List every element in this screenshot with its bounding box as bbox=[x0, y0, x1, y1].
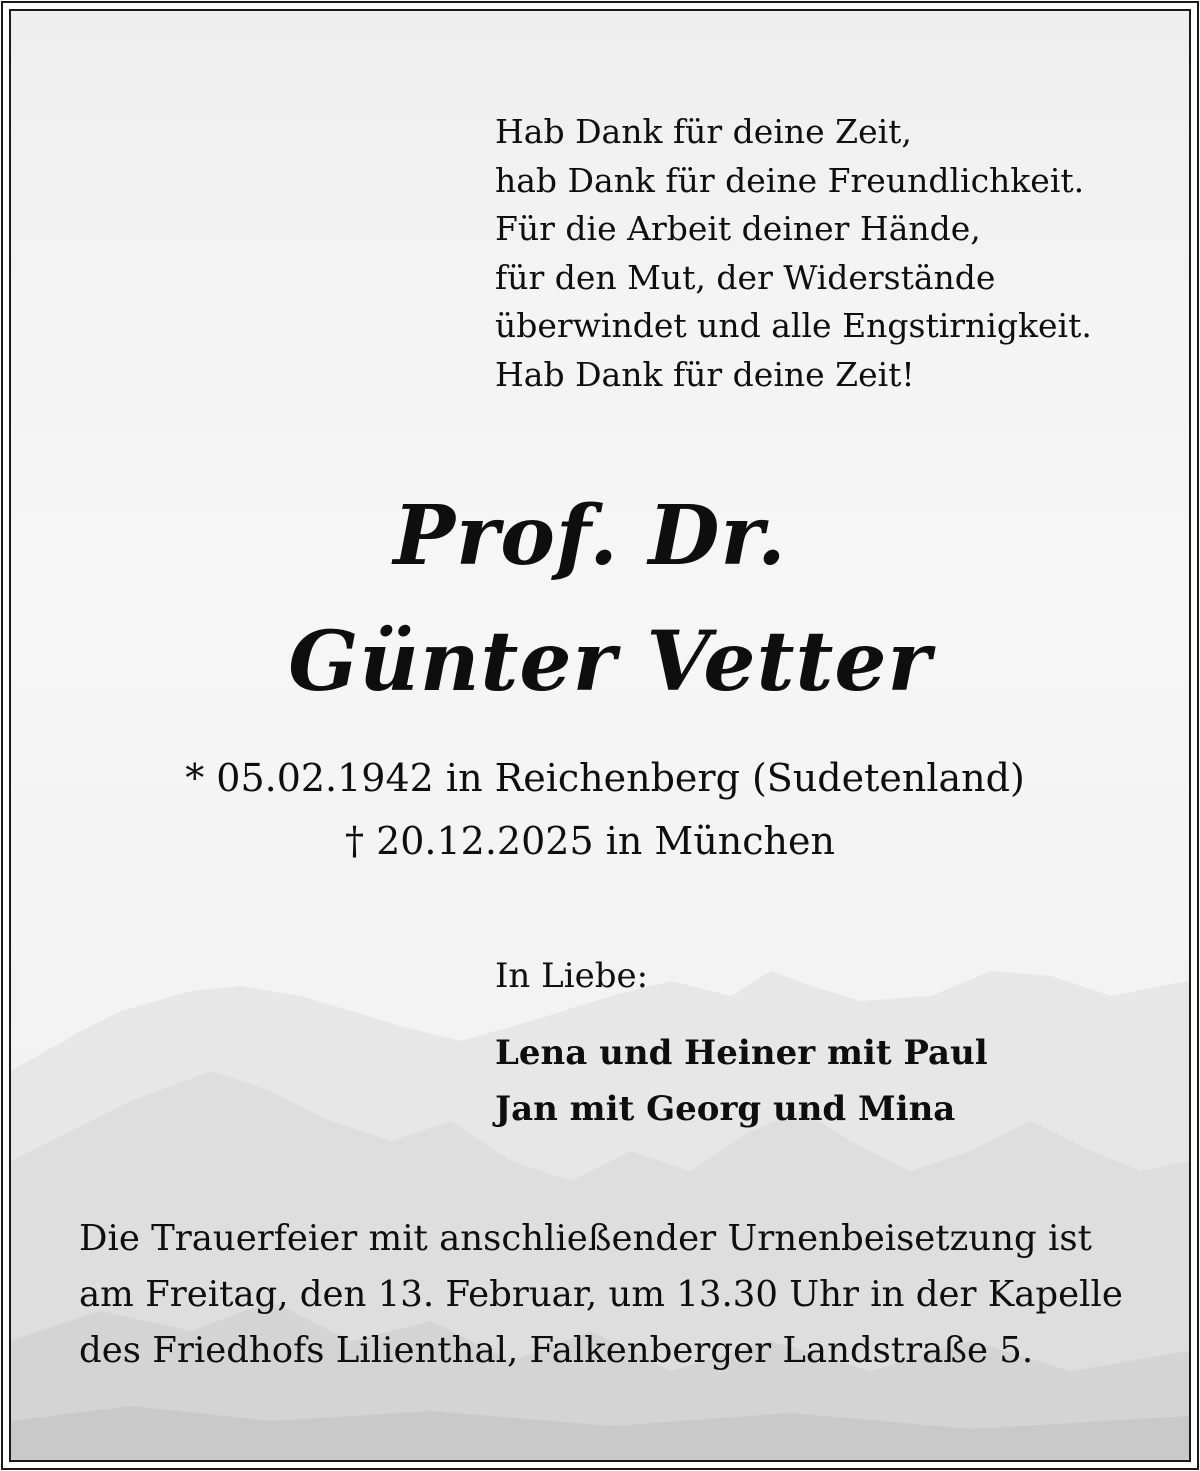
mourners-intro: In Liebe: bbox=[495, 956, 649, 996]
death-date: † 20.12.2025 in München bbox=[344, 819, 835, 863]
poem-line: für den Mut, der Widerstände bbox=[495, 257, 996, 297]
mourner-name: Lena und Heiner mit Paul bbox=[495, 1033, 988, 1073]
poem-line: Hab Dank für deine Zeit, bbox=[495, 112, 912, 151]
deceased-name: Günter Vetter bbox=[288, 614, 932, 710]
funeral-notice-line: des Friedhofs Lilienthal, Falkenberger Landstraße 5. bbox=[79, 1330, 1034, 1371]
mourner-name: Jan mit Georg und Mina bbox=[495, 1089, 956, 1129]
poem-line: Hab Dank für deine Zeit! bbox=[495, 354, 915, 394]
funeral-notice-line: Die Trauerfeier mit anschließender Urnenbeisetzung ist bbox=[79, 1218, 1092, 1259]
funeral-notice bbox=[79, 1211, 1169, 1379]
poem-line: Für die Arbeit deiner Hände, bbox=[495, 209, 981, 248]
inner-border bbox=[9, 9, 1191, 1462]
deceased-title: Prof. Dr. bbox=[393, 488, 787, 584]
poem bbox=[495, 108, 1092, 399]
birth-date: * 05.02.1942 in Reichenberg (Sudetenland) bbox=[185, 756, 1025, 800]
mourners-list bbox=[495, 1025, 988, 1137]
poem-line: überwindet und alle Engstirnigkeit. bbox=[495, 306, 1092, 345]
poem-line: hab Dank für deine Freundlichkeit. bbox=[495, 160, 1085, 200]
funeral-notice-line: am Freitag, den 13. Februar, um 13.30 Uhr in der Kapelle bbox=[79, 1274, 1123, 1315]
